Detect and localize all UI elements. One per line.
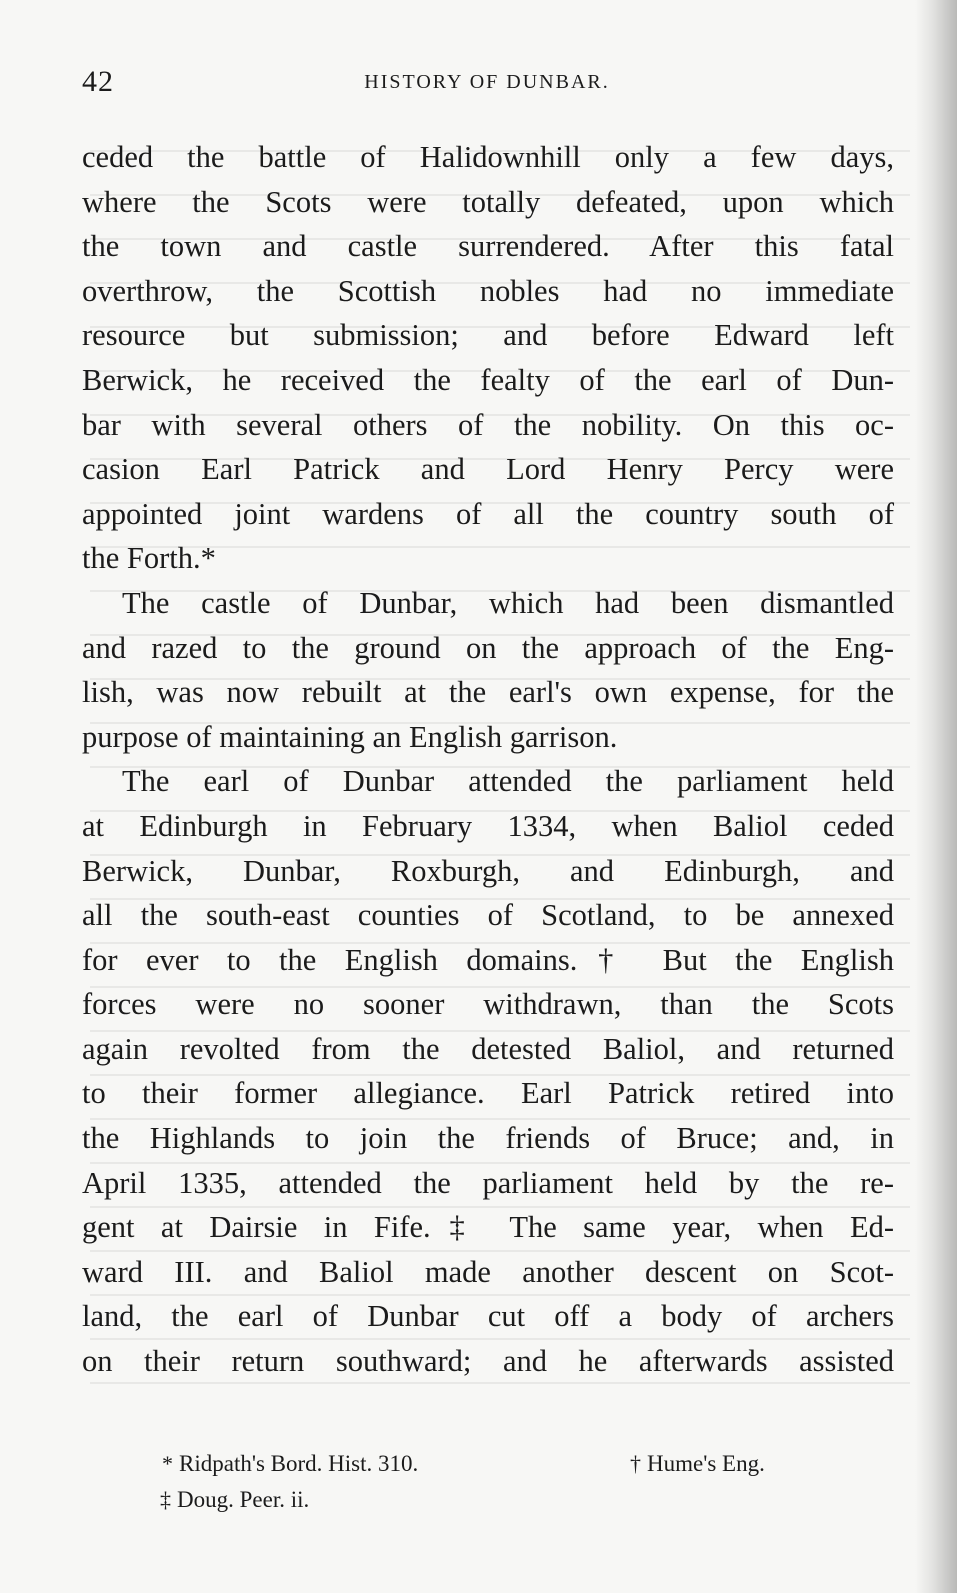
text-line: the town and castle surrendered. After this fatal [82,229,894,264]
text-line: casion Earl Patrick and Lord Henry Percy were [82,452,894,487]
text-line: the Forth.* [82,541,216,576]
footnote-mark: * [162,1451,173,1476]
text-line: purpose of maintaining an English garrison. [82,719,618,754]
running-head: HISTORY OF DUNBAR. [364,71,610,93]
footnote-mark: † [630,1451,641,1476]
text-line: where the Scots were totally defeated, upon which [82,184,894,219]
footnote-text: Ridpath's Bord. Hist. 310. [179,1451,419,1476]
text-line: at Edinburgh in February 1334, when Baliol ceded [82,808,894,843]
text-line: resource but submission; and before Edward left [82,318,894,353]
text-line: to their former allegiance. Earl Patrick retired into [82,1076,894,1111]
text-line: Berwick, Dunbar, Roxburgh, and Edinburgh, and [82,853,894,888]
text-line: ward III. and Baliol made another descent on Scot- [82,1254,894,1289]
text-line: again revolted from the detested Baliol, and returned [82,1031,894,1066]
text-line: appointed joint wardens of all the country south of [82,496,894,531]
footnote-mark: ‡ [160,1487,171,1512]
text-line: The earl of Dunbar attended the parliament held [122,764,894,799]
text-line: forces were no sooner withdrawn, than the Scots [82,987,894,1022]
footnote [160,1482,309,1518]
page-number: 42 [82,65,114,98]
text-line: overthrow, the Scottish nobles had no immediate [82,273,894,308]
paragraph [82,759,894,1383]
text-line: ceded the battle of Halidownhill only a few days, [82,140,894,174]
text-line: the Highlands to join the friends of Bruce; and, in [82,1121,894,1156]
footnote [162,1446,418,1482]
paragraph [82,135,894,581]
text-line: bar with several others of the nobility. On this oc- [82,407,894,442]
text-line: The castle of Dunbar, which had been dismantled [122,585,894,620]
footnote-text: Doug. Peer. ii. [177,1487,310,1512]
text-line: on their return southward; and he afterwards assisted [82,1344,894,1379]
footnote-text: Hume's Eng. [647,1451,765,1476]
paragraph [82,581,894,759]
footnote [630,1446,765,1482]
page-header [82,62,892,102]
text-line: April 1335, attended the parliament held by the re- [82,1165,894,1200]
text-line: Berwick, he received the fealty of the earl of Dun- [82,362,894,397]
page-gutter-shadow [915,0,957,1593]
text-line: land, the earl of Dunbar cut off a body of archers [82,1299,894,1334]
body-text [82,135,894,1384]
text-line: gent at Dairsie in Fife.‡ The same year, when Ed- [82,1210,894,1245]
text-line: all the south-east counties of Scotland, to be annexed [82,898,894,933]
text-line: for ever to the English domains.† But the English [82,942,894,977]
text-line: and razed to the ground on the approach of the Eng- [82,630,894,665]
text-line: lish, was now rebuilt at the earl's own expense, for the [82,675,894,710]
